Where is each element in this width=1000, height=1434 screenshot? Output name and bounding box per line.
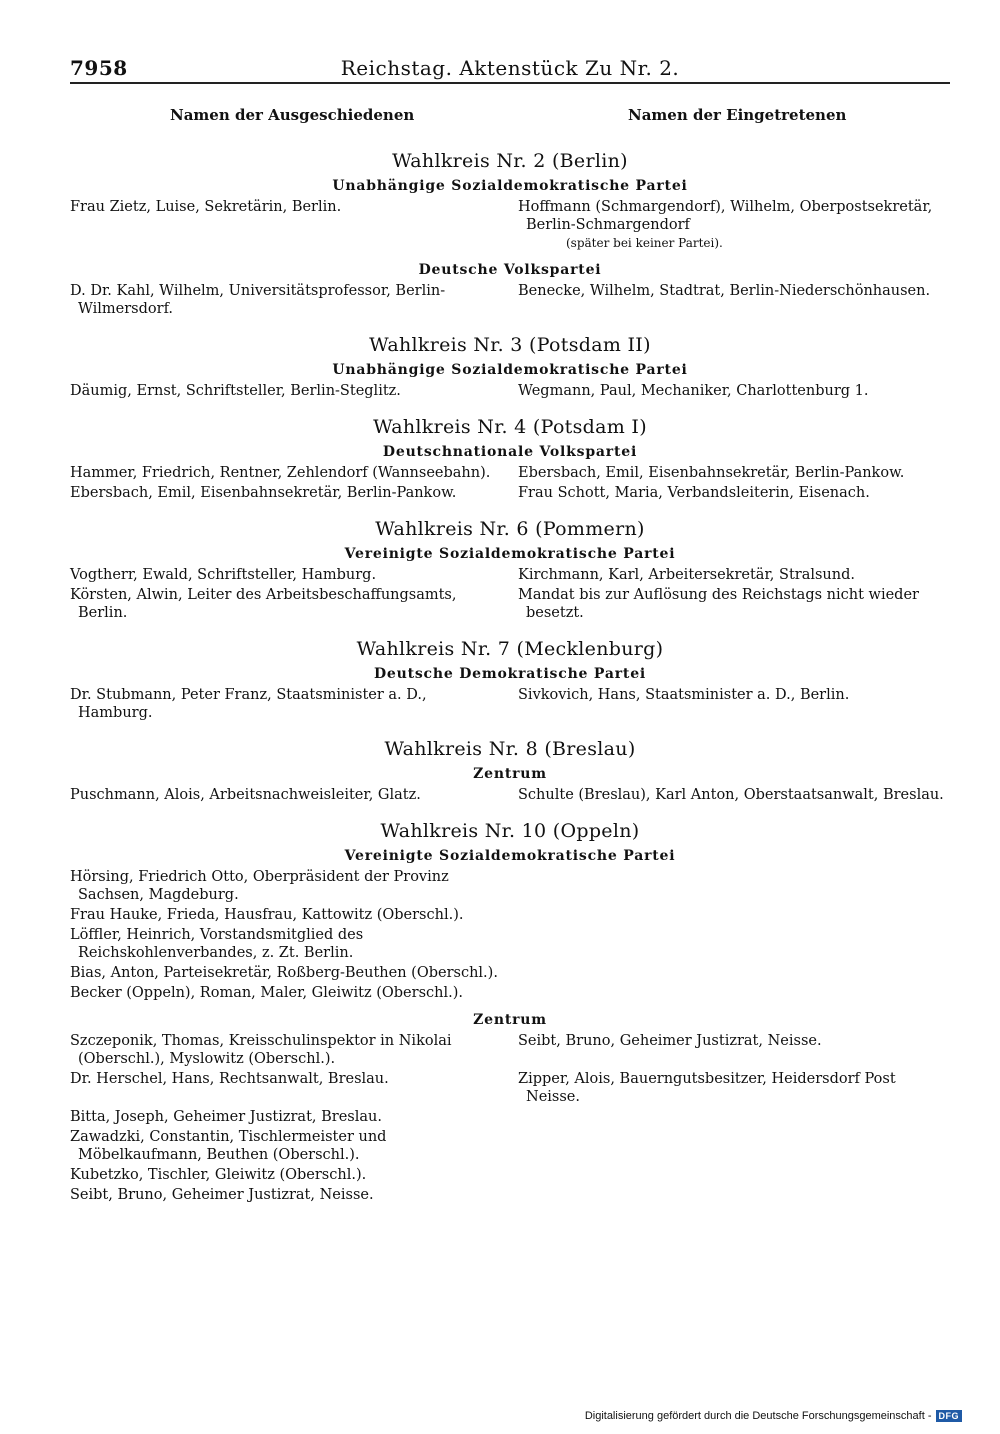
party-heading: Deutsche Demokratische Partei: [373, 666, 647, 682]
entered-member: [510, 686, 950, 722]
member-row: [70, 984, 950, 1002]
entered-member: [510, 282, 950, 318]
departed-member: Hammer, Friedrich, Rentner, Zehlendorf (Wannseebahn).: [70, 465, 491, 481]
departed-member: Ebersbach, Emil, Eisenbahnsekretär, Berlin-Pankow.: [70, 485, 457, 501]
member-row: [70, 1166, 950, 1184]
entered-member: [510, 1032, 950, 1068]
page-number: 7958: [70, 56, 128, 80]
dfg-logo-icon: DFG: [936, 1410, 963, 1422]
entered-member: [510, 198, 950, 252]
entered-member: [510, 464, 950, 482]
entered-member: [510, 786, 950, 804]
district-heading: Wahlkreis Nr. 10 (Oppeln): [380, 820, 640, 842]
entered-member-text: Sivkovich, Hans, Staatsminister a. D., Berlin.: [518, 687, 850, 703]
member-row: [70, 964, 950, 982]
departed-member: Dr. Herschel, Hans, Rechtsanwalt, Breslau.: [70, 1071, 389, 1087]
party-heading: Vereinigte Sozialdemokratische Partei: [344, 546, 676, 562]
spacer: [70, 1004, 950, 1010]
member-row: [70, 926, 950, 962]
member-row: [70, 282, 950, 318]
entered-member-text: Kirchmann, Karl, Arbeitersekretär, Stralsund.: [518, 567, 855, 583]
member-row: [70, 1032, 950, 1068]
footer: [585, 1410, 962, 1422]
member-row: [70, 786, 950, 804]
member-row: [70, 382, 950, 400]
member-row: [70, 566, 950, 584]
left-column-heading: Namen der Ausgeschiedenen: [170, 106, 415, 124]
entered-member: [510, 1186, 950, 1204]
departed-member: Puschmann, Alois, Arbeitsnachweisleiter, Glatz.: [70, 787, 421, 803]
departed-member: Kubetzko, Tischler, Gleiwitz (Oberschl.).: [70, 1167, 367, 1183]
entered-member-text: Wegmann, Paul, Mechaniker, Charlottenburg 1.: [518, 383, 869, 399]
departed-member: D. Dr. Kahl, Wilhelm, Universitätsprofessor, Berlin-Wilmersdorf.: [70, 283, 446, 317]
entered-member-text: Schulte (Breslau), Karl Anton, Oberstaatsanwalt, Breslau.: [518, 787, 944, 803]
entered-member-text: Benecke, Wilhelm, Stadtrat, Berlin-Niederschönhausen.: [518, 283, 931, 299]
entered-member-text: Mandat bis zur Auflösung des Reichstags nicht wieder besetzt.: [518, 587, 919, 621]
departed-member: Vogtherr, Ewald, Schriftsteller, Hamburg.: [70, 567, 377, 583]
district-heading: Wahlkreis Nr. 8 (Breslau): [384, 738, 636, 760]
member-row: [70, 686, 950, 722]
departed-member: Zawadzki, Constantin, Tischlermeister und Möbelkaufmann, Beuthen (Oberschl.).: [70, 1129, 387, 1163]
member-row: [70, 464, 950, 482]
spacer: [70, 624, 950, 630]
entered-member: [510, 906, 950, 924]
departed-member: Seibt, Bruno, Geheimer Justizrat, Neisse.: [70, 1187, 374, 1203]
party-heading: Unabhängige Sozialdemokratische Partei: [332, 362, 688, 378]
district-list: [70, 142, 950, 1212]
departed-member: Hörsing, Friedrich Otto, Oberpräsident der Provinz Sachsen, Magdeburg.: [70, 869, 449, 903]
entered-member: [510, 586, 950, 622]
spacer: [70, 1206, 950, 1212]
departed-member: Bitta, Joseph, Geheimer Justizrat, Breslau.: [70, 1109, 382, 1125]
party-heading: Deutschnationale Volkspartei: [382, 444, 638, 460]
departed-member: Bias, Anton, Parteisekretär, Roßberg-Beuthen (Oberschl.).: [70, 965, 498, 981]
member-row: [70, 868, 950, 904]
district-heading: Wahlkreis Nr. 3 (Potsdam II): [369, 334, 651, 356]
entered-member: [510, 984, 950, 1002]
entered-member-text: Zipper, Alois, Bauerngutsbesitzer, Heidersdorf Post Neisse.: [518, 1071, 896, 1105]
spacer: [70, 254, 950, 260]
departed-member: Frau Hauke, Frieda, Hausfrau, Kattowitz (Oberschl.).: [70, 907, 464, 923]
member-row: [70, 906, 950, 924]
departed-member: Becker (Oppeln), Roman, Maler, Gleiwitz (Oberschl.).: [70, 985, 463, 1001]
entered-member-text: Hoffmann (Schmargendorf), Wilhelm, Oberpostsekretär, Berlin-Schmargendorf: [518, 199, 933, 233]
entered-member: [510, 1166, 950, 1184]
entered-member: [510, 1128, 950, 1164]
spacer: [70, 402, 950, 408]
column-headers: [70, 106, 950, 130]
right-column-heading: Namen der Eingetretenen: [628, 106, 847, 124]
entered-member: [510, 566, 950, 584]
entry-note: (später bei keiner Partei).: [566, 236, 723, 250]
departed-member: Körsten, Alwin, Leiter des Arbeitsbeschaffungsamts, Berlin.: [70, 587, 457, 621]
member-row: [70, 1128, 950, 1164]
entered-member: [510, 868, 950, 904]
district-heading: Wahlkreis Nr. 2 (Berlin): [392, 150, 628, 172]
departed-member: Dr. Stubmann, Peter Franz, Staatsminister a. D., Hamburg.: [70, 687, 427, 721]
district-heading: Wahlkreis Nr. 4 (Potsdam I): [373, 416, 647, 438]
departed-member: Frau Zietz, Luise, Sekretärin, Berlin.: [70, 199, 342, 215]
entered-member: [510, 926, 950, 962]
member-row: [70, 1186, 950, 1204]
departed-member: Löffler, Heinrich, Vorstandsmitglied des Reichskohlenverbandes, z. Zt. Berlin.: [70, 927, 364, 961]
entered-member-text: Frau Schott, Maria, Verbandsleiterin, Eisenach.: [518, 485, 870, 501]
entered-member: [510, 484, 950, 502]
spacer: [70, 724, 950, 730]
entered-member-text: Ebersbach, Emil, Eisenbahnsekretär, Berlin-Pankow.: [518, 465, 905, 481]
footer-text: Digitalisierung gefördert durch die Deutsche Forschungsgemeinschaft -: [584, 1410, 932, 1422]
member-row: [70, 1070, 950, 1106]
member-row: [70, 198, 950, 252]
party-heading: Zentrum: [473, 1012, 547, 1028]
departed-member: Däumig, Ernst, Schriftsteller, Berlin-Steglitz.: [70, 383, 401, 399]
party-heading: Unabhängige Sozialdemokratische Partei: [332, 178, 688, 194]
running-title: Reichstag. Aktenstück Zu Nr. 2.: [340, 56, 680, 80]
entered-member: [510, 1108, 950, 1126]
party-heading: Deutsche Volkspartei: [418, 262, 602, 278]
member-row: [70, 1108, 950, 1126]
district-heading: Wahlkreis Nr. 7 (Mecklenburg): [356, 638, 664, 660]
entered-member: [510, 964, 950, 982]
spacer: [70, 320, 950, 326]
party-heading: Vereinigte Sozialdemokratische Partei: [344, 848, 676, 864]
entered-member: [510, 382, 950, 400]
member-row: [70, 586, 950, 622]
spacer: [70, 806, 950, 812]
party-heading: Zentrum: [473, 766, 547, 782]
spacer: [70, 504, 950, 510]
entered-member: [510, 1070, 950, 1106]
entered-member-text: Seibt, Bruno, Geheimer Justizrat, Neisse.: [518, 1033, 822, 1049]
member-row: [70, 484, 950, 502]
header-rule: [70, 82, 950, 84]
departed-member: Szczeponik, Thomas, Kreisschulinspektor in Nikolai (Oberschl.), Myslowitz (Oberschl.).: [70, 1033, 452, 1067]
district-heading: Wahlkreis Nr. 6 (Pommern): [375, 518, 645, 540]
